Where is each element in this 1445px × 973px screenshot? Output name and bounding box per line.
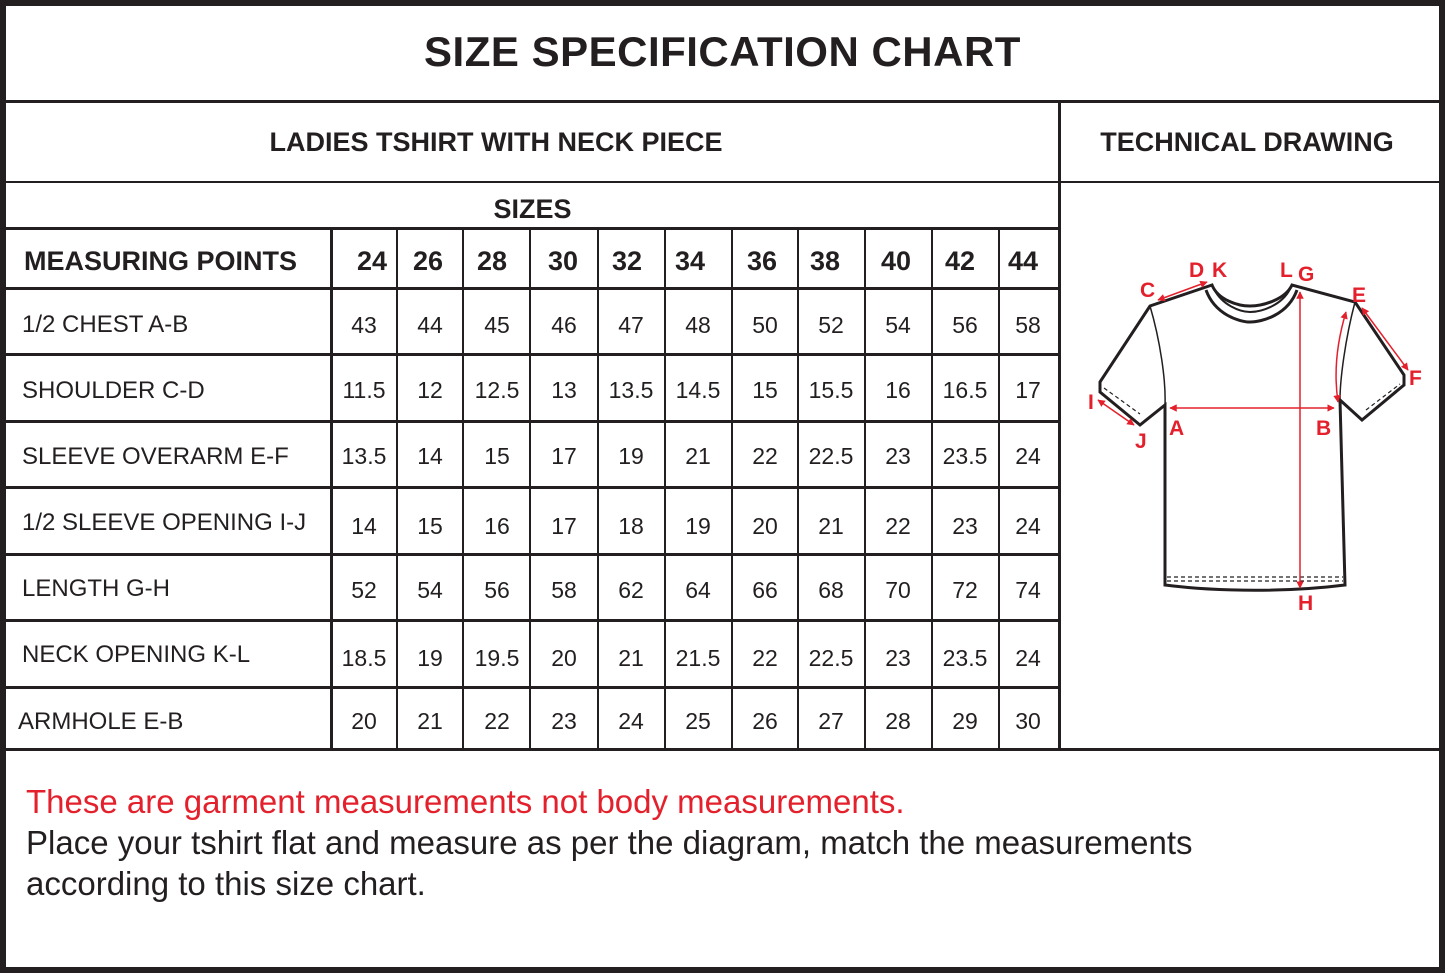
row-label: LENGTH G-H [22,575,171,602]
size-value-cell: 48 [685,312,711,338]
size-header: 40 [880,246,912,276]
measuring-points-header: MEASURING POINTS [24,246,298,276]
size-value-cell: 19.5 [474,645,520,671]
garment-measurement-note: These are garment measurements not body measurements. [26,783,905,820]
size-value-cell: 22 [752,645,778,671]
instruction-line-2: according to this size chart. [26,865,426,902]
rule-row2 [6,420,1059,423]
size-value-cell: 22.5 [808,443,854,469]
size-value-cell: 47 [618,312,644,338]
size-value-cell: 21 [618,645,644,671]
size-value-cell: 56 [484,577,510,603]
size-value-cell: 15 [752,377,778,403]
size-value-cell: 23.5 [942,443,988,469]
size-value-cell: 12 [417,377,443,403]
point-label-j: J [1135,430,1147,453]
size-header: 28 [476,246,508,276]
size-value-cell: 25 [685,708,711,734]
sizes-label: SIZES [493,194,572,224]
size-value-cell: 70 [885,577,911,603]
size-header: 26 [412,246,444,276]
size-value-cell: 64 [685,577,711,603]
size-value-cell: 21.5 [675,645,721,671]
size-value-cell: 22 [885,513,911,539]
size-value-cell: 13.5 [608,377,654,403]
size-header: 30 [547,246,579,276]
size-value-cell: 20 [551,645,577,671]
point-label-h: H [1298,592,1314,615]
size-value-cell: 22 [752,443,778,469]
point-label-i: I [1088,391,1094,414]
size-value-cell: 72 [952,577,978,603]
size-value-cell: 16 [885,377,911,403]
point-label-a: A [1169,417,1185,440]
size-value-cell: 46 [551,312,577,338]
size-value-cell: 23 [885,443,911,469]
rule-row6 [6,686,1059,689]
size-value-cell: 24 [1015,513,1041,539]
row-label: 1/2 CHEST A-B [22,311,189,338]
size-value-cell: 26 [752,708,778,734]
size-value-cell: 19 [417,645,443,671]
rule-col-3 [529,228,531,749]
size-value-cell: 15 [417,513,443,539]
size-value-cell: 16.5 [942,377,988,403]
size-value-cell: 23 [952,513,978,539]
size-header: 44 [1007,246,1039,276]
rule-table-bottom [6,748,1439,751]
size-value-cell: 21 [685,443,711,469]
size-value-cell: 11.5 [342,377,386,403]
size-value-cell: 19 [685,513,711,539]
size-value-cell: 17 [1015,377,1041,403]
size-value-cell: 16 [484,513,510,539]
product-title: LADIES TSHIRT WITH NECK PIECE [269,127,723,157]
size-value-cell: 13.5 [341,443,387,469]
size-value-cell: 74 [1015,577,1041,603]
size-value-cell: 23.5 [942,645,988,671]
size-value-cell: 24 [1015,645,1041,671]
size-value-cell: 54 [885,312,911,338]
point-label-e: E [1352,284,1367,307]
drawing-title: TECHNICAL DRAWING [1100,127,1394,157]
size-value-cell: 19 [618,443,644,469]
size-value-cell: 17 [551,443,577,469]
row-label: NECK OPENING K-L [22,641,251,668]
size-value-cell: 22.5 [808,645,854,671]
size-value-cell: 18 [618,513,644,539]
size-value-cell: 21 [818,513,844,539]
size-value-cell: 62 [618,577,644,603]
size-value-cell: 24 [1015,443,1041,469]
size-value-cell: 43 [351,312,377,338]
row-label: SLEEVE OVERARM E-F [22,443,289,470]
size-value-cell: 52 [351,577,377,603]
size-value-cell: 23 [551,708,577,734]
size-value-cell: 21 [417,708,443,734]
point-label-g: G [1298,263,1315,286]
point-label-k: K [1212,259,1228,282]
size-value-cell: 14 [351,513,377,539]
size-value-cell: 27 [818,708,844,734]
size-value-cell: 58 [1015,312,1041,338]
size-value-cell: 13 [551,377,577,403]
size-value-cell: 54 [417,577,443,603]
size-value-cell: 20 [351,708,377,734]
size-header: 36 [746,246,778,276]
size-value-cell: 44 [417,312,443,338]
point-label-c: C [1140,279,1156,302]
size-header: 38 [809,246,841,276]
size-header: 34 [674,246,706,276]
point-label-d: D [1189,259,1205,282]
size-value-cell: 12.5 [474,377,520,403]
rule-header-bottom [6,287,1059,290]
size-value-cell: 52 [818,312,844,338]
size-value-cell: 68 [818,577,844,603]
size-value-cell: 66 [752,577,778,603]
size-header: 42 [944,246,976,276]
size-header: 24 [356,246,388,276]
row-label: SHOULDER C-D [22,377,205,404]
rule-subtitle-bottom [6,181,1439,183]
point-label-l: L [1280,259,1293,282]
rule-row4 [6,553,1059,556]
size-value-cell: 14 [417,443,443,469]
size-value-cell: 50 [752,312,778,338]
size-value-cell: 18.5 [341,645,387,671]
size-value-cell: 45 [484,312,510,338]
size-value-cell: 20 [752,513,778,539]
rule-row3 [6,486,1059,489]
rule-sizes-bottom [6,227,1059,230]
size-value-cell: 15 [484,443,510,469]
size-value-cell: 29 [952,708,978,734]
row-label: ARMHOLE E-B [18,708,184,735]
size-value-cell: 23 [885,645,911,671]
point-label-b: B [1316,417,1332,440]
row-label: 1/2 SLEEVE OPENING I-J [22,509,307,536]
size-value-cell: 28 [885,708,911,734]
size-value-cell: 56 [952,312,978,338]
rule-row5 [6,619,1059,622]
size-value-cell: 14.5 [675,377,721,403]
size-value-cell: 30 [1015,708,1041,734]
size-value-cell: 58 [551,577,577,603]
size-value-cell: 22 [484,708,510,734]
tshirt-technical-drawing [1062,240,1442,630]
page-title: SIZE SPECIFICATION CHART [424,28,1021,75]
size-value-cell: 17 [551,513,577,539]
rule-col-2 [462,228,464,749]
size-value-cell: 24 [618,708,644,734]
rule-row1 [6,353,1059,356]
instruction-line-1: Place your tshirt flat and measure as per the diagram, match the measurements [26,824,1193,861]
size-header: 32 [611,246,643,276]
size-value-cell: 15.5 [808,377,854,403]
point-label-f: F [1409,367,1422,390]
rule-title-bottom [6,100,1439,103]
